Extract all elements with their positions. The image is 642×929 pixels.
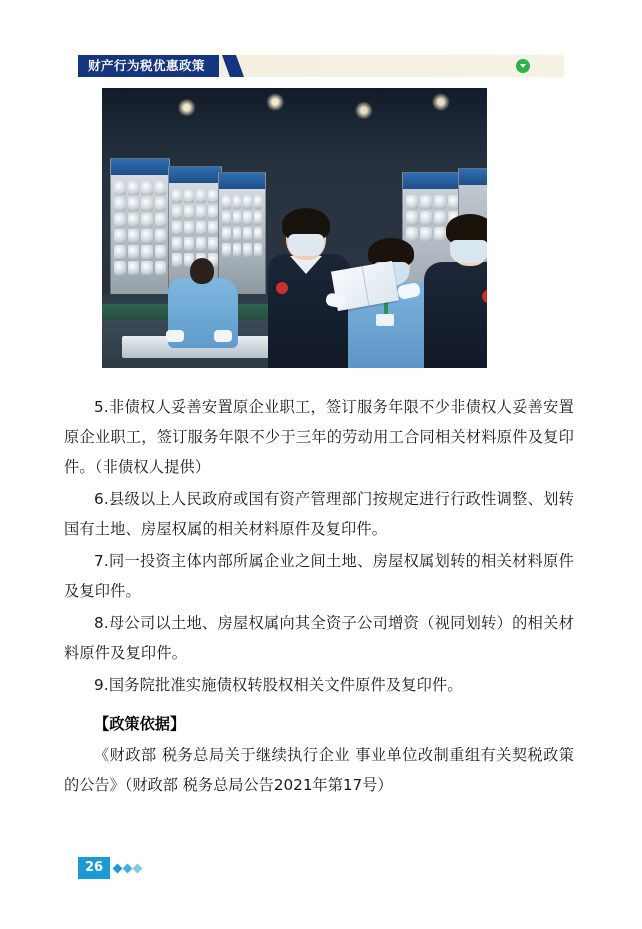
page-footer xyxy=(78,857,141,879)
factory-workshop-photo xyxy=(102,88,487,368)
paragraph-item-6: 6.县级以上人民政府或国有资产管理部门按规定进行行政性调整、划转国有土地、房屋权属的相关材料原件及复印件。 xyxy=(64,490,574,538)
rack-top-panel xyxy=(111,159,169,175)
paragraph-item-5: 5.非债权人妥善安置原企业职工，签订服务年限不少非债权人妥善安置 原企业职工，签订服务年限不少于三年的劳动用工合同相关材料原件及复印件。（非债权人提供） xyxy=(64,398,574,476)
page-header xyxy=(78,55,564,77)
rack-top-panel xyxy=(169,167,221,183)
rack-top-panel xyxy=(459,169,487,185)
page-number: 26 xyxy=(78,857,110,879)
diamond-icon xyxy=(123,863,133,873)
face-mask-icon xyxy=(450,240,487,263)
diamond-icon xyxy=(113,863,123,873)
page-body xyxy=(64,392,574,800)
rack-top-panel xyxy=(403,173,463,189)
policy-basis-text: 《财政部 税务总局关于继续执行企业 事业单位改制重组有关契税政策的公告》（财政部 税务总局公告2021年第17号） xyxy=(64,746,574,794)
policy-basis-heading: 【政策依据】 xyxy=(94,715,186,733)
header-section-title: 财产行为税优惠政策 xyxy=(78,55,219,77)
rack-top-panel xyxy=(219,173,265,189)
tax-officer-right xyxy=(420,214,487,368)
face-mask-icon xyxy=(288,234,324,256)
paragraph-item-7: 7.同一投资主体内部所属企业之间土地、房屋权属划转的相关材料原件及复印件。 xyxy=(64,552,574,600)
spool-grid xyxy=(114,181,166,301)
footer-decoration xyxy=(114,865,141,872)
paragraph-item-9: 9.国务院批准实施债权转股权相关文件原件及复印件。 xyxy=(94,676,463,694)
paragraph-item-8: 8.母公司以土地、房屋权属向其全资子公司增资（视同划转）的相关材料原件及复印件。 xyxy=(64,614,574,662)
green-circle-arrow-icon xyxy=(516,59,530,73)
diamond-icon xyxy=(133,863,143,873)
seated-worker xyxy=(160,256,246,356)
uniform-badge-icon xyxy=(276,282,288,294)
photo-background xyxy=(102,88,487,368)
id-card-icon xyxy=(376,314,394,326)
